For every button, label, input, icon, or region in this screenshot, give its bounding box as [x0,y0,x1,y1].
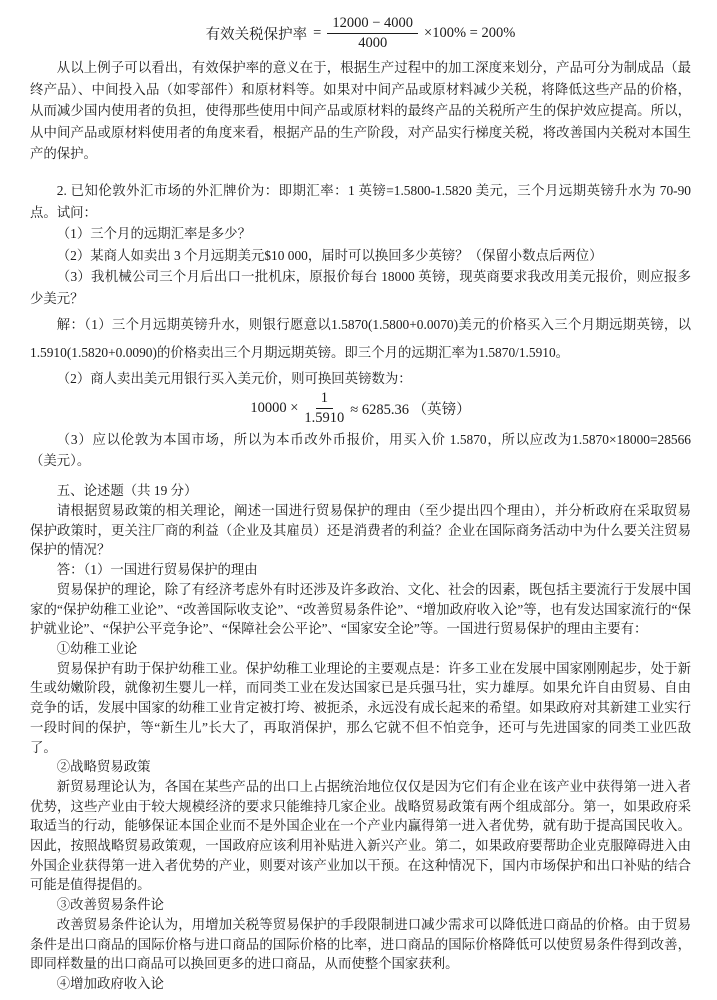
point-1-body: 贸易保护有助于保护幼稚工业。保护幼稚工业理论的主要观点是：许多工业在发展中国家刚刚起步，处于新生或幼嫩阶段，就像初生婴儿一样，而同类工业在发达国家已是兵强马壮，实力雄厚。如果允许自由贸易、自由竞争的话，发展中国家的幼稚工业肯定被打垮、被扼杀，永远没有成长起来的希望。如果政府对其新建工业实行一段时间的保护，等“新生儿”长大了，再取消保护，那么它就不但不怕竞争，还可与先进国家的同类工业匹敌了。 [30,660,691,755]
point-4-title: ④增加政府收入论 [56,975,164,991]
pound-conversion-formula [30,391,691,426]
paragraph-effective-rate-meaning: 从以上例子可以看出，有效保护率的意义在于，根据生产过程中的加工深度来划分，产品可分为制成品（最终产品）、中间投入品（如零部件）和原材料等。如果对中间产品或原材料减少关税，将降低这些产品的价格，从而减少国内使用者的负担，使得那些使用中间产品或原材料的最终产品的关税所产生的保护效应提高。所以，从中间产品或原材料使用者的角度来看，根据产品的生产阶段，对产品实行梯度关税，将改善国内关税对本国生产的保护。 [30,60,691,162]
solution-part-2-intro: （2）商人卖出美元用银行买入美元价，则可换回英镑数为： [56,370,412,386]
section-essay-question [30,481,691,993]
formula-result: ≈ 6285.36 （英镑） [350,402,471,419]
blank-line [30,164,691,180]
blank-line [30,471,691,481]
question-2-intro: 2. 已知伦敦外汇市场的外汇牌价为：即期汇率：1 英镑=1.5800-1.5820 美元，三个月远期英镑升水为 70-90 点。试问： [30,183,691,220]
answer-intro: 贸易保护的理论，除了有经济考虑外有时还涉及许多政治、文化、社会的因素，既包括主要流行于发展中国家的“保护幼稚工业论”、“改善国际收支论”、“改善贸易条件论”、“增加政府收入论”等，也有发达国家流行的“保护就业论”、“保护公平竞争论”、“保障社会公平论”、“国家安全论”等。一国进行贸易保护的理由主要有： [30,581,691,637]
fraction [304,391,344,426]
formula-label: 有效关税保护率 [205,27,308,44]
point-1-title: ①幼稚工业论 [56,641,138,656]
fraction-numerator: 12000 − 4000 [327,16,418,34]
point-3-title: ③改善贸易条件论 [56,897,164,913]
equals-sign: = [313,25,322,42]
fraction-numerator: 1 [316,391,333,409]
formula-prefix: 10000 × [250,400,299,417]
solution-part-1: 解：（1）三个月远期英镑升水，则银行愿意以1.5870(1.5800+0.0070)美元的价格买入三个月期远期英镑，以1.5910(1.5820+0.0090)的价格卖出三个月期远期英镑。即三个月的远期汇率为1.5870/1.5910。 [30,316,691,361]
question-2-sub-3: （3）我机械公司三个月后出口一批机床，原报价每台 18000 英镑，现英商要求我改用美元报价，则应报多少美元？ [30,269,691,306]
section-tariff-and-forex [30,16,691,481]
fraction [327,16,418,51]
answer-heading: 答：（1）一国进行贸易保护的理由 [56,562,258,578]
solution-part-3: （3）应以伦敦为本国市场，所以为本币改外币报价，用买入价 1.5870，所以应改为1.5870×18000=28566（美元）。 [30,431,691,468]
fraction-denominator: 4000 [358,35,388,52]
point-3-body: 改善贸易条件论认为，用增加关税等贸易保护的手段限制进口减少需求可以降低进口商品的价格。由于贸易条件是出口商品的国际价格与进口商品的国际价格的比率，进口商品的国际价格降低可以使贸易条件得到改善，即同样数量的出口商品可以换回更多的进口商品，从而使整个国家获利。 [30,916,691,972]
question-2-sub-1: （1）三个月的远期汇率是多少？ [56,226,251,242]
fraction-denominator: 1.5910 [304,410,345,427]
essay-section-title: 五、论述题（共 19 分） [56,483,198,499]
formula-result: ×100% = 200% [424,25,516,42]
point-2-title: ②战略贸易政策 [56,759,151,775]
essay-question-text: 请根据贸易政策的相关理论，阐述一国进行贸易保护的理由（至少提出四个理由），并分析政府在采取贸易保护政策时，更关注厂商的利益（企业及其雇员）还是消费者的利益？企业在国际商务活动中为什么要关注贸易保护的情况？ [30,503,691,558]
effective-protection-rate-formula [30,16,691,51]
question-2-sub-2: （2）某商人如卖出 3 个月远期美元$10 000，届时可以换回多少英镑？（保留小数点后两位） [56,247,603,263]
point-2-body: 新贸易理论认为，各国在某些产品的出口上占据统治地位仅仅是因为它们有企业在该产业中获得第一进入者优势，这些产业由于较大规模经济的要求只能维持几家企业。战略贸易政策有两个组成部分。第一，如果政府采取适当的行动，能够保证本国企业而不是外国企业在一个产业内赢得第一进入者优势，就有助于提高国民收入。因此，按照战略贸易政策观，一国政府应该利用补贴进入新兴产业。第二，如果政府要帮助企业克服障碍进入由外国企业获得第一进入者优势的产业，则要对该产业加以干预。在这种情况下，国内市场保护和出口补贴的结合可能是值得提倡的。 [30,778,691,893]
